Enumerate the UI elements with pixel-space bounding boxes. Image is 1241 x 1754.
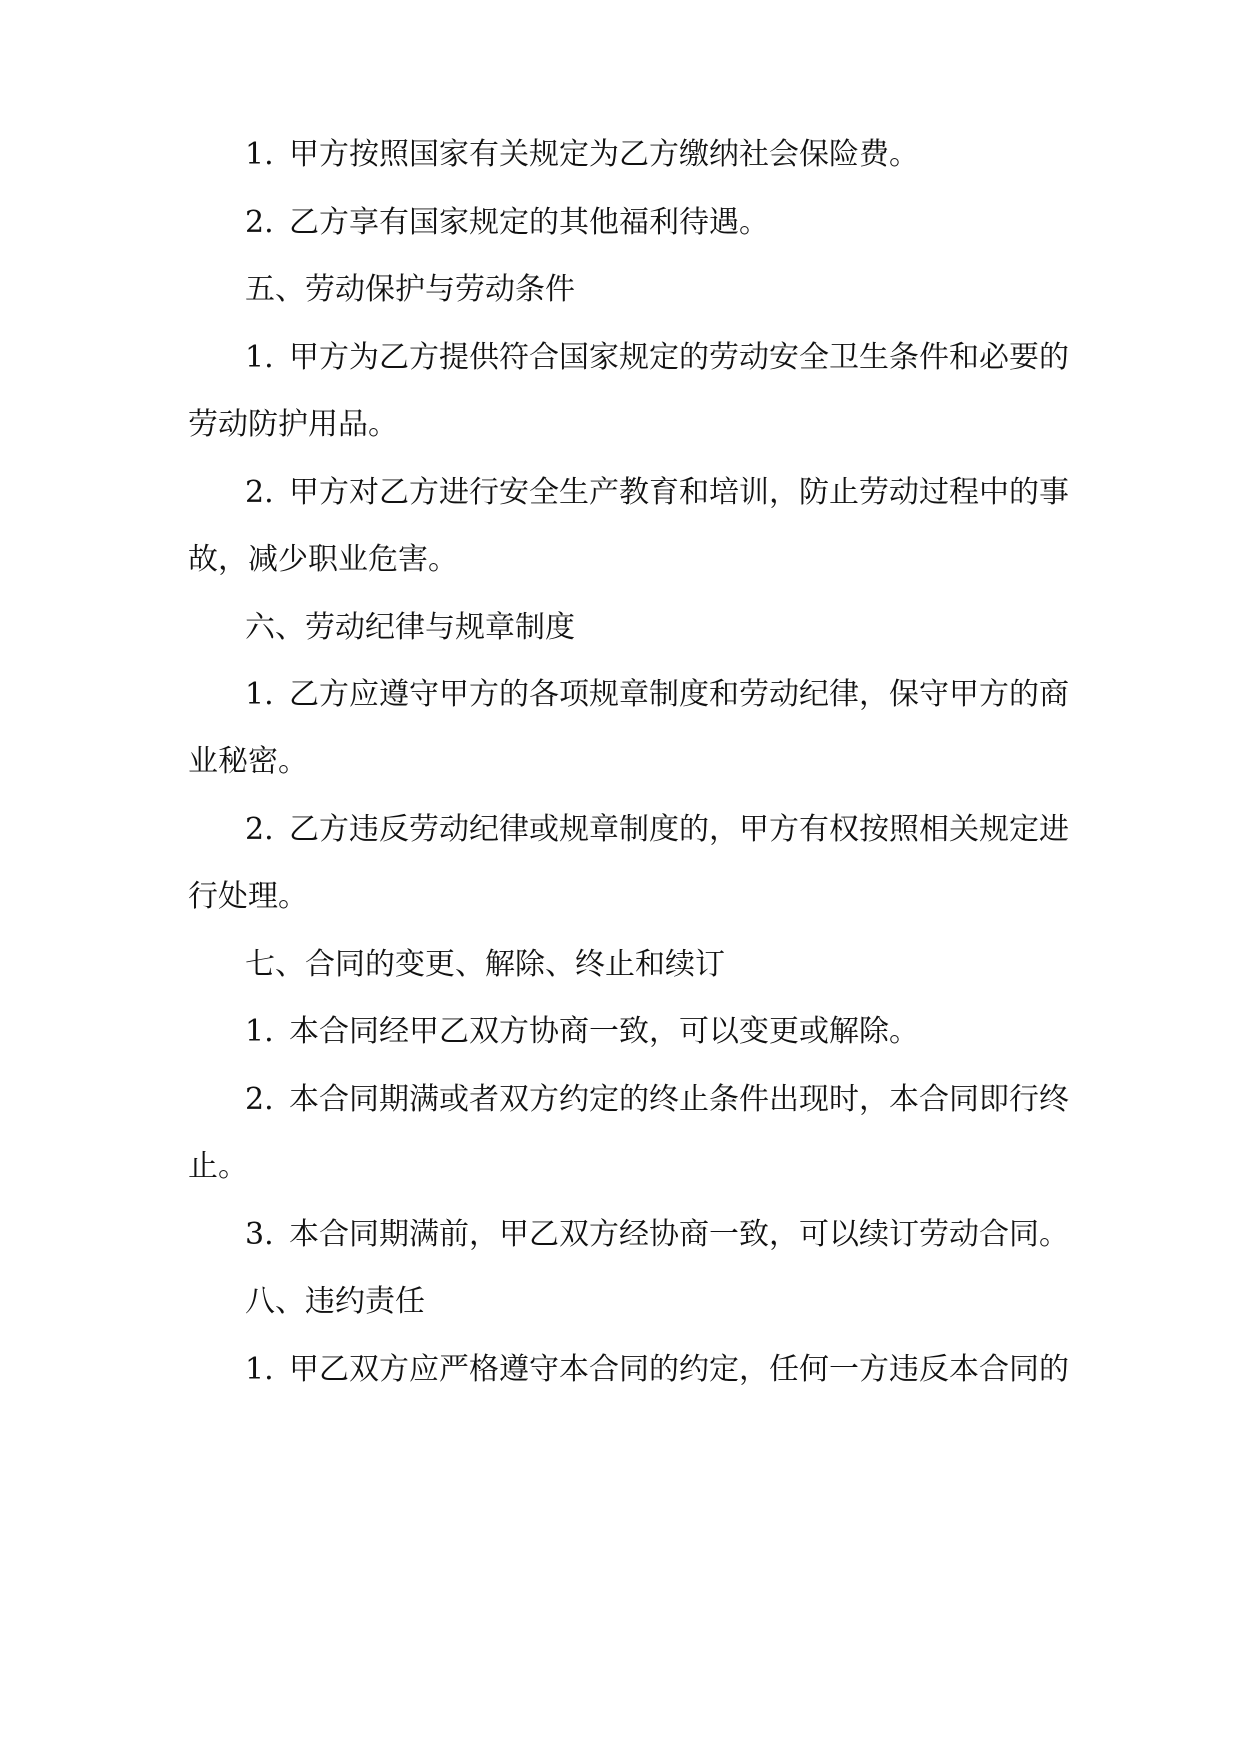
item-number: 1. (245, 1352, 274, 1387)
item-text: 乙方应遵守甲方的各项规章制度和劳动纪律，保守甲方的商 (289, 677, 1069, 712)
item-number: 1. (245, 1014, 274, 1049)
list-item-continuation: 业秘密。 (188, 744, 308, 779)
item-text: 甲乙双方应严格遵守本合同的约定，任何一方违反本合同的 (289, 1352, 1069, 1387)
item-text: 本合同期满前，甲乙双方经协商一致，可以续订劳动合同。 (289, 1217, 1069, 1252)
item-number: 1. (245, 137, 274, 172)
list-item-continuation: 劳动防护用品。 (188, 407, 398, 442)
item-number: 2. (245, 475, 274, 510)
item-text: 乙方享有国家规定的其他福利待遇。 (289, 205, 769, 240)
list-item-renewal (245, 1215, 1069, 1255)
list-item-other-benefits (245, 203, 769, 243)
item-text: 甲方按照国家有关规定为乙方缴纳社会保险费。 (289, 137, 919, 172)
item-text: 乙方违反劳动纪律或规章制度的，甲方有权按照相关规定进 (289, 812, 1069, 847)
list-item-safety-conditions (245, 338, 1069, 378)
item-number: 1. (245, 340, 274, 375)
section-heading-7: 七、合同的变更、解除、终止和续订 (245, 947, 725, 982)
list-item-continuation: 故，减少职业危害。 (188, 542, 458, 577)
item-number: 3. (245, 1217, 274, 1252)
section-heading-5: 五、劳动保护与劳动条件 (245, 272, 575, 307)
list-item-social-insurance (245, 135, 919, 175)
list-item-modify-terminate (245, 1012, 919, 1052)
list-item-observe-rules (245, 675, 1069, 715)
item-text: 甲方为乙方提供符合国家规定的劳动安全卫生条件和必要的 (289, 340, 1069, 375)
section-heading-6: 六、劳动纪律与规章制度 (245, 610, 575, 645)
list-item-safety-training (245, 473, 1069, 513)
list-item-violation-handling (245, 810, 1069, 850)
item-text: 本合同期满或者双方约定的终止条件出现时，本合同即行终 (289, 1082, 1069, 1117)
section-heading-8: 八、违约责任 (245, 1284, 425, 1319)
item-number: 2. (245, 205, 274, 240)
list-item-continuation: 行处理。 (188, 879, 308, 914)
item-text: 本合同经甲乙双方协商一致，可以变更或解除。 (289, 1014, 919, 1049)
item-number: 1. (245, 677, 274, 712)
item-text: 甲方对乙方进行安全生产教育和培训，防止劳动过程中的事 (289, 475, 1069, 510)
list-item-continuation: 止。 (188, 1149, 248, 1184)
list-item-breach-liability (245, 1350, 1069, 1390)
item-number: 2. (245, 1082, 274, 1117)
list-item-expiry-termination (245, 1080, 1069, 1120)
item-number: 2. (245, 812, 274, 847)
